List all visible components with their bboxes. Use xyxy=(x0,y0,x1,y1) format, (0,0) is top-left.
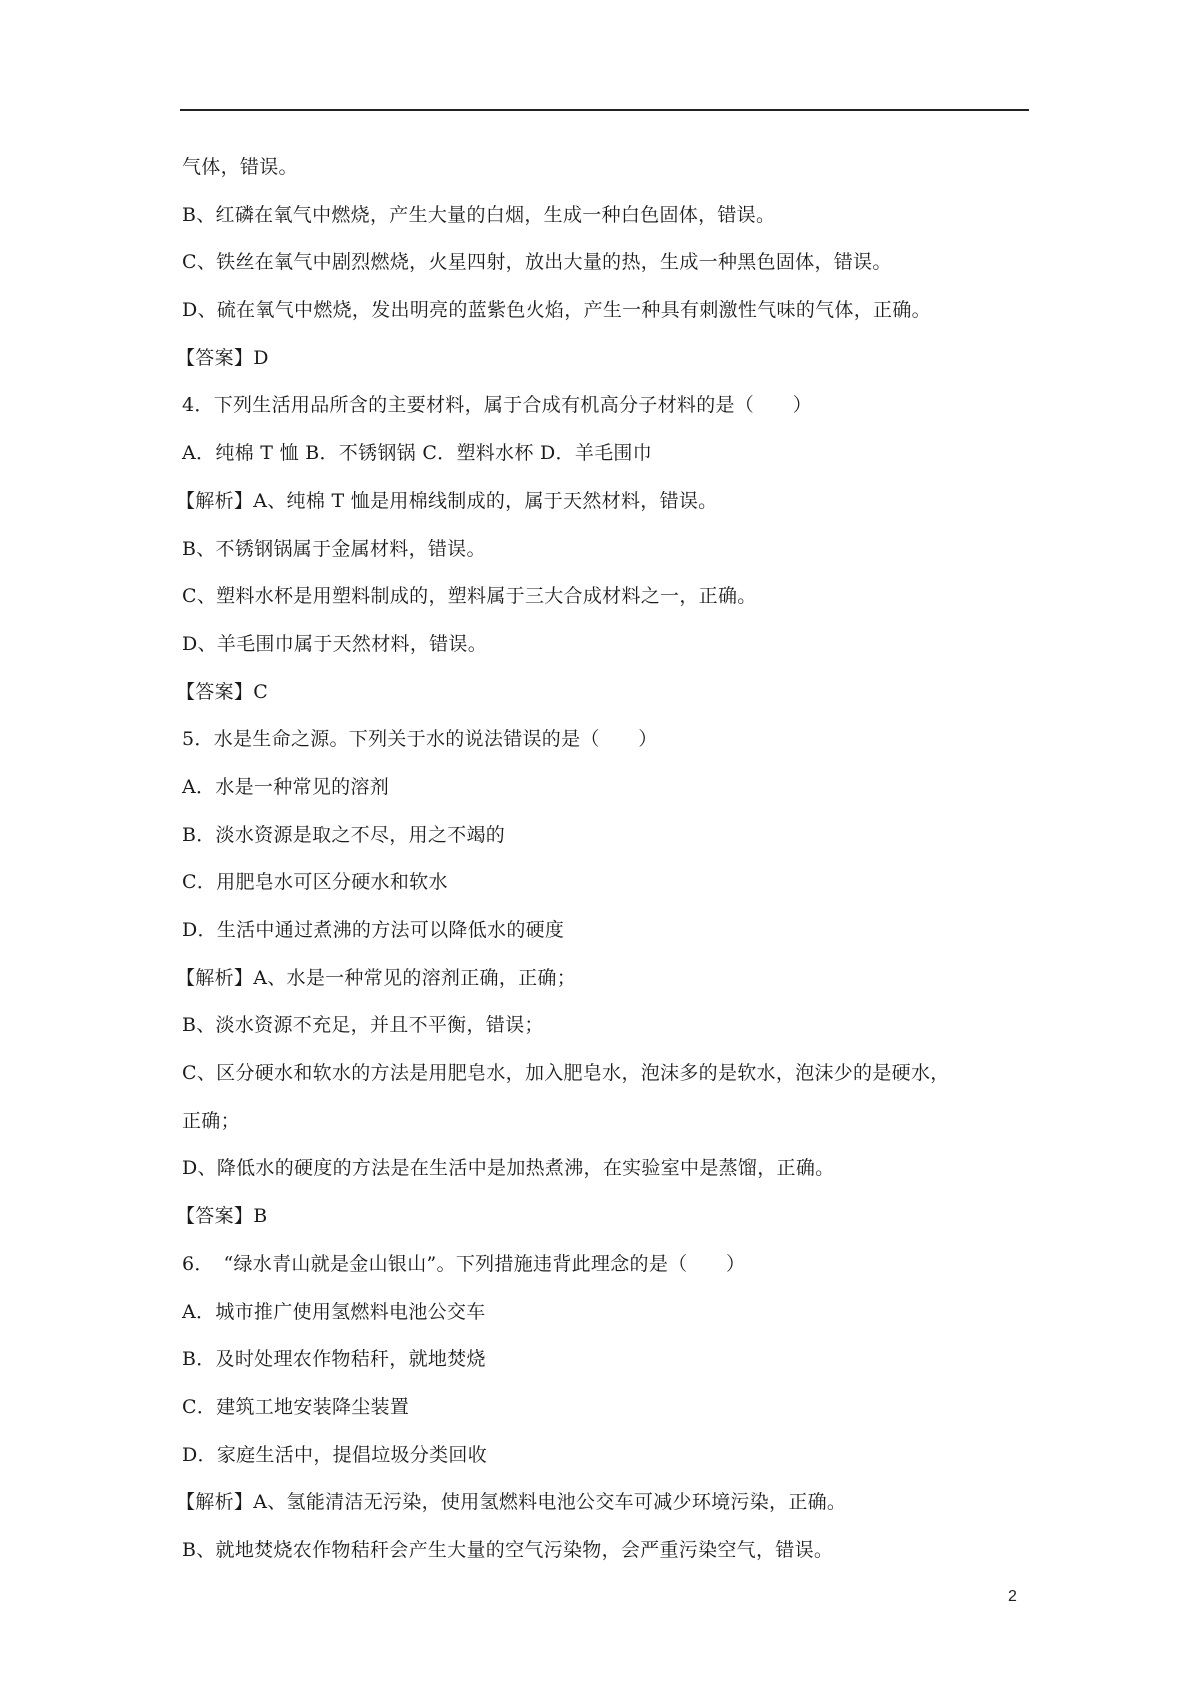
document-line-text: B、不锈钢锅属于金属材料，错误。 xyxy=(182,537,486,560)
document-line-question: 4．下列生活用品所含的主要材料，属于合成有机高分子材料的是（ ） xyxy=(182,394,812,417)
document-line-answer: 【答案】B xyxy=(176,1205,268,1228)
document-line-option: B．淡水资源是取之不尽，用之不竭的 xyxy=(182,823,506,846)
header-rule xyxy=(180,109,1029,111)
document-line-option: D．家庭生活中，提倡垃圾分类回收 xyxy=(182,1443,488,1466)
document-line-question: 5．水是生命之源。下列关于水的说法错误的是（ ） xyxy=(182,728,658,751)
document-line-text: D、羊毛围巾属于天然材料，错误。 xyxy=(182,632,488,655)
document-line-text: B、就地焚烧农作物秸秆会产生大量的空气污染物，会严重污染空气，错误。 xyxy=(182,1538,834,1561)
document-line-question: 6． “绿水青山就是金山银山”。下列措施违背此理念的是（ ） xyxy=(182,1252,746,1275)
document-line-text: 正确； xyxy=(182,1109,240,1132)
document-line-option: A．水是一种常见的溶剂 xyxy=(182,775,390,798)
page-number: 2 xyxy=(1008,1588,1017,1605)
document-line-text: C、塑料水杯是用塑料制成的，塑料属于三大合成材料之一，正确。 xyxy=(182,585,757,608)
document-line-text: C、区分硬水和软水的方法是用肥皂水，加入肥皂水，泡沫多的是软水，泡沫少的是硬水， xyxy=(182,1062,950,1085)
document-line-analysis: 【解析】A、氢能清洁无污染，使用氢燃料电池公交车可减少环境污染，正确。 xyxy=(176,1491,847,1514)
document-line-answer: 【答案】D xyxy=(176,346,269,369)
document-line-option: A．纯棉 T 恤 B．不锈钢锅 C．塑料水杯 D．羊毛围巾 xyxy=(182,442,653,465)
document-line-text: 气体，错误。 xyxy=(182,156,298,178)
document-body xyxy=(176,150,1030,1581)
document-line-option: A．城市推广使用氢燃料电池公交车 xyxy=(182,1300,486,1323)
document-line-option: D．生活中通过煮沸的方法可以降低水的硬度 xyxy=(182,919,565,941)
document-line-text: D、降低水的硬度的方法是在生活中是加热煮沸，在实验室中是蒸馏，正确。 xyxy=(182,1157,835,1180)
document-line-text: D、硫在氧气中燃烧，发出明亮的蓝紫色火焰，产生一种具有刺激性气味的气体，正确。 xyxy=(182,299,931,322)
document-line-text: C、铁丝在氧气中剧烈燃烧，火星四射，放出大量的热，生成一种黑色固体，错误。 xyxy=(182,251,892,274)
document-line-analysis: 【解析】A、纯棉 T 恤是用棉线制成的，属于天然材料，错误。 xyxy=(176,489,718,512)
document-line-option: C．用肥皂水可区分硬水和软水 xyxy=(182,871,448,894)
document-line-text: B、淡水资源不充足，并且不平衡，错误； xyxy=(182,1014,544,1037)
document-line-analysis: 【解析】A、水是一种常见的溶剂正确，正确； xyxy=(176,966,577,989)
document-line-answer: 【答案】C xyxy=(176,680,269,703)
document-line-text: B、红磷在氧气中燃烧，产生大量的白烟，生成一种白色固体，错误。 xyxy=(182,203,776,226)
document-line-option: C．建筑工地安装降尘装置 xyxy=(182,1395,410,1418)
document-line-option: B．及时处理农作物秸秆，就地焚烧 xyxy=(182,1348,486,1371)
